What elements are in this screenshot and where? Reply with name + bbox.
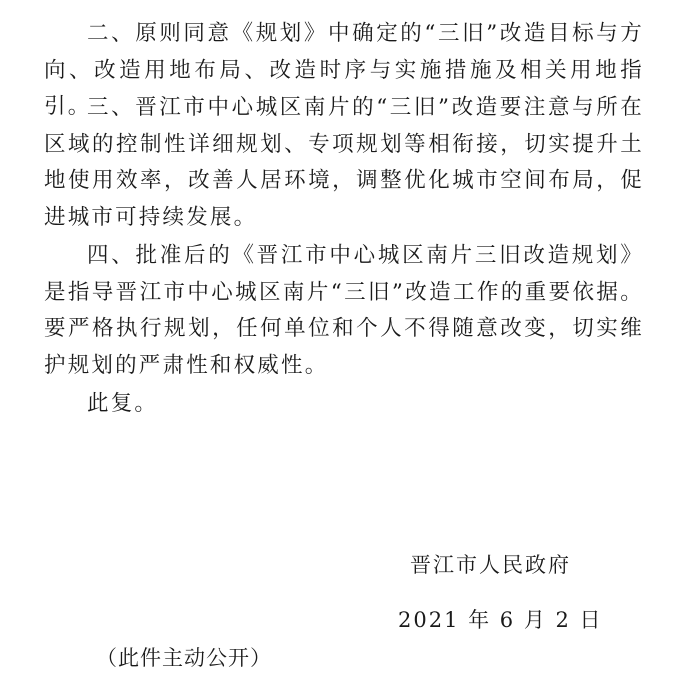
paragraph-item-2: 二、原则同意《规划》中确定的“三旧”改造目标与方向、改造用地布局、改造时序与实施措施及相关用地指引。 [44,21,644,120]
paragraph-item-4: 四、批准后的《晋江市中心城区南片三旧改造规划》是指导晋江市中心城区南片“三旧”改造工作的重要依据。要严格执行规划，任何单位和个人不得随意改变，切实维护规划的严肃性和权威性。 [44,243,644,378]
paragraph-item-3: 三、晋江市中心城区南片的“三旧”改造要注意与所在区域的控制性详细规划、专项规划等相衔接，切实提升土地使用效率，改善人居环境，调整优化城市空间布局，促进城市可持续发展。 [44,95,644,230]
disclosure-note: （此件主动公开） [96,646,272,670]
closing-phrase: 此复。 [87,391,159,416]
signature-organization: 晋江市人民政府 [410,553,571,577]
signature-date: 2021 年 6 月 2 日 [398,608,603,632]
